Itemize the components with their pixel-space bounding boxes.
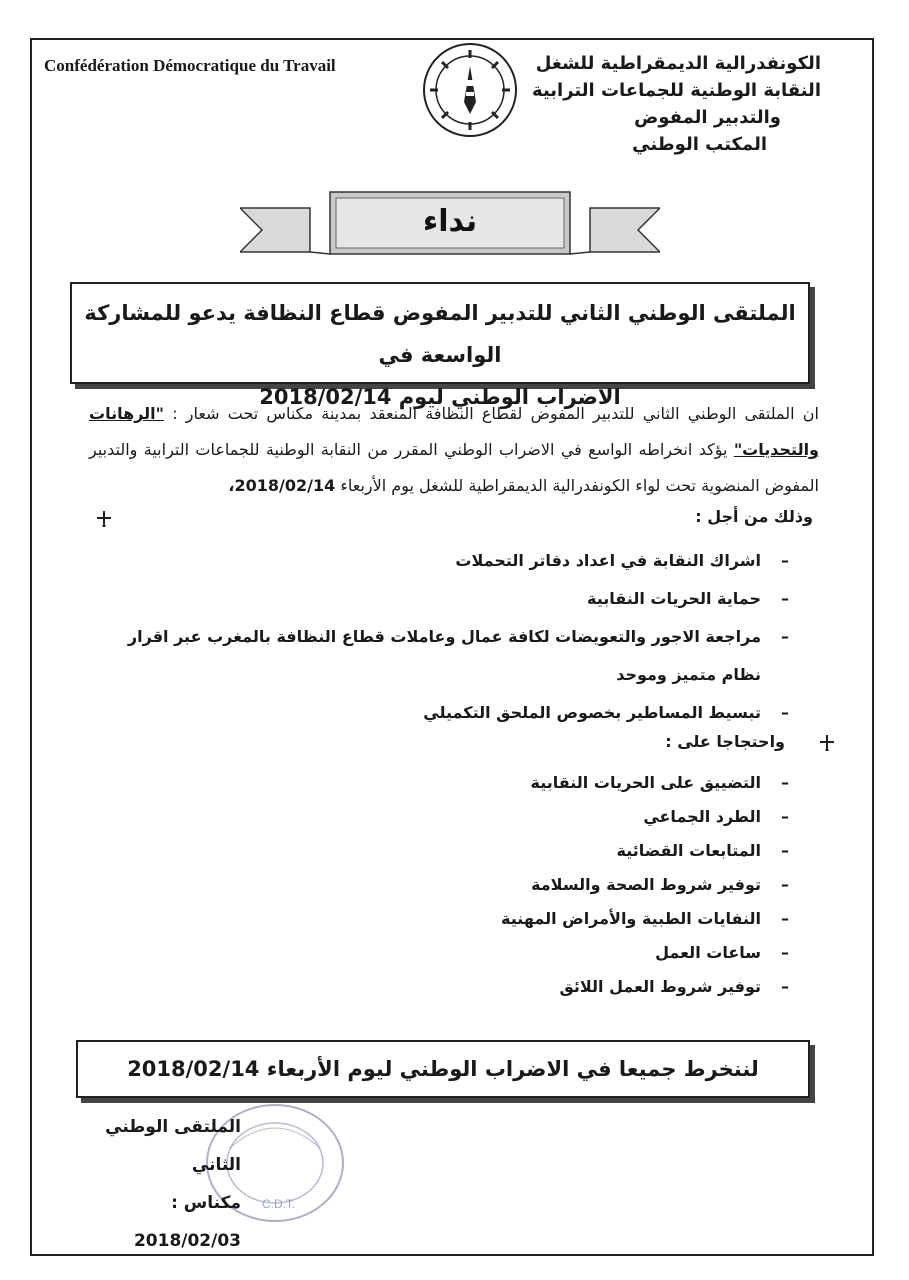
section-purpose-heading bbox=[695, 507, 813, 526]
intro-date: 2018/02/14، bbox=[228, 476, 336, 495]
org-name-french: Confédération Démocratique du Travail bbox=[44, 56, 336, 75]
intro-slogan: "الرهانات والتحديات" bbox=[89, 404, 819, 459]
banner-title: نداء bbox=[422, 204, 478, 239]
list-item: – المتابعات القضائية bbox=[616, 841, 789, 860]
headline-line-2: الاضراب الوطني ليوم 2018/02/14 bbox=[259, 385, 621, 409]
org-line-3: والتدبير المفوض bbox=[634, 107, 781, 128]
org-line-4: المكتب الوطني bbox=[632, 134, 767, 155]
list-item: – التضييق على الحريات النقابية bbox=[530, 773, 789, 792]
org-name-arabic bbox=[441, 50, 821, 158]
headline-box bbox=[70, 282, 810, 409]
list-item: – حماية الحريات النقابية bbox=[587, 589, 789, 608]
list-item: – توفير شروط الصحة والسلامة bbox=[531, 875, 789, 894]
list-item: – توفير شروط العمل اللائق bbox=[559, 977, 789, 996]
list-item: – تبسيط المساطير بخصوص الملحق التكميلي bbox=[423, 703, 789, 722]
intro-paragraph bbox=[89, 396, 819, 504]
call-to-action-text: لننخرط جميعا في الاضراب الوطني ليوم الأربعاء 2018/02/14 bbox=[127, 1057, 759, 1081]
list-item: – اشراك النقابة في اعداد دفاتر التحملات bbox=[455, 551, 789, 570]
pin-bullet-icon bbox=[818, 733, 836, 751]
signer-name: الملتقى الوطني الثاني bbox=[105, 1117, 241, 1175]
signature-block bbox=[81, 1108, 241, 1260]
call-to-action-box bbox=[76, 1040, 810, 1098]
list-item: – ساعات العمل bbox=[655, 943, 789, 962]
org-line-1: الكونفدرالية الديمقراطية للشغل bbox=[535, 53, 821, 74]
place-date: مكناس : 2018/02/03 bbox=[133, 1193, 241, 1251]
section-purpose-title: وذلك من أجل : bbox=[695, 507, 813, 526]
list-item: – الطرد الجماعي bbox=[643, 807, 789, 826]
list-item: – مراجعة الاجور والتعويضات لكافة عمال وعاملات قطاع النظافة بالمغرب عبر اقرار نظام متميز وموحد bbox=[127, 627, 789, 684]
section-protest-heading bbox=[665, 732, 785, 751]
org-line-2: النقابة الوطنية للجماعات الترابية bbox=[532, 80, 821, 101]
purpose-list bbox=[109, 542, 789, 732]
protest-list bbox=[109, 766, 789, 1004]
svg-text:C.D.T.: C.D.T. bbox=[262, 1197, 296, 1211]
section-protest-title: واحتجاجا على : bbox=[665, 732, 785, 751]
pin-bullet-icon bbox=[95, 509, 113, 527]
headline-line-1: الملتقى الوطني الثاني للتدبير المفوض قطاع النظافة يدعو للمشاركة الواسعة في bbox=[84, 301, 796, 367]
intro-text-1: ان الملتقى الوطني الثاني للتدبير المفوض لقطاع النظافة المنعقد بمدينة مكناس تحت شعار : bbox=[172, 404, 819, 423]
intro-text-2: يؤكد انخراطه الواسع في الاضراب الوطني المقرر من النقابة الوطنية للجماعات الترابية والتدبير المفوض المنضوية تحت لواء الكونفدرالية الديمقراطية للشغل يوم الأربعاء bbox=[89, 440, 819, 495]
list-item: – النفايات الطبية والأمراض المهنية bbox=[501, 909, 789, 928]
